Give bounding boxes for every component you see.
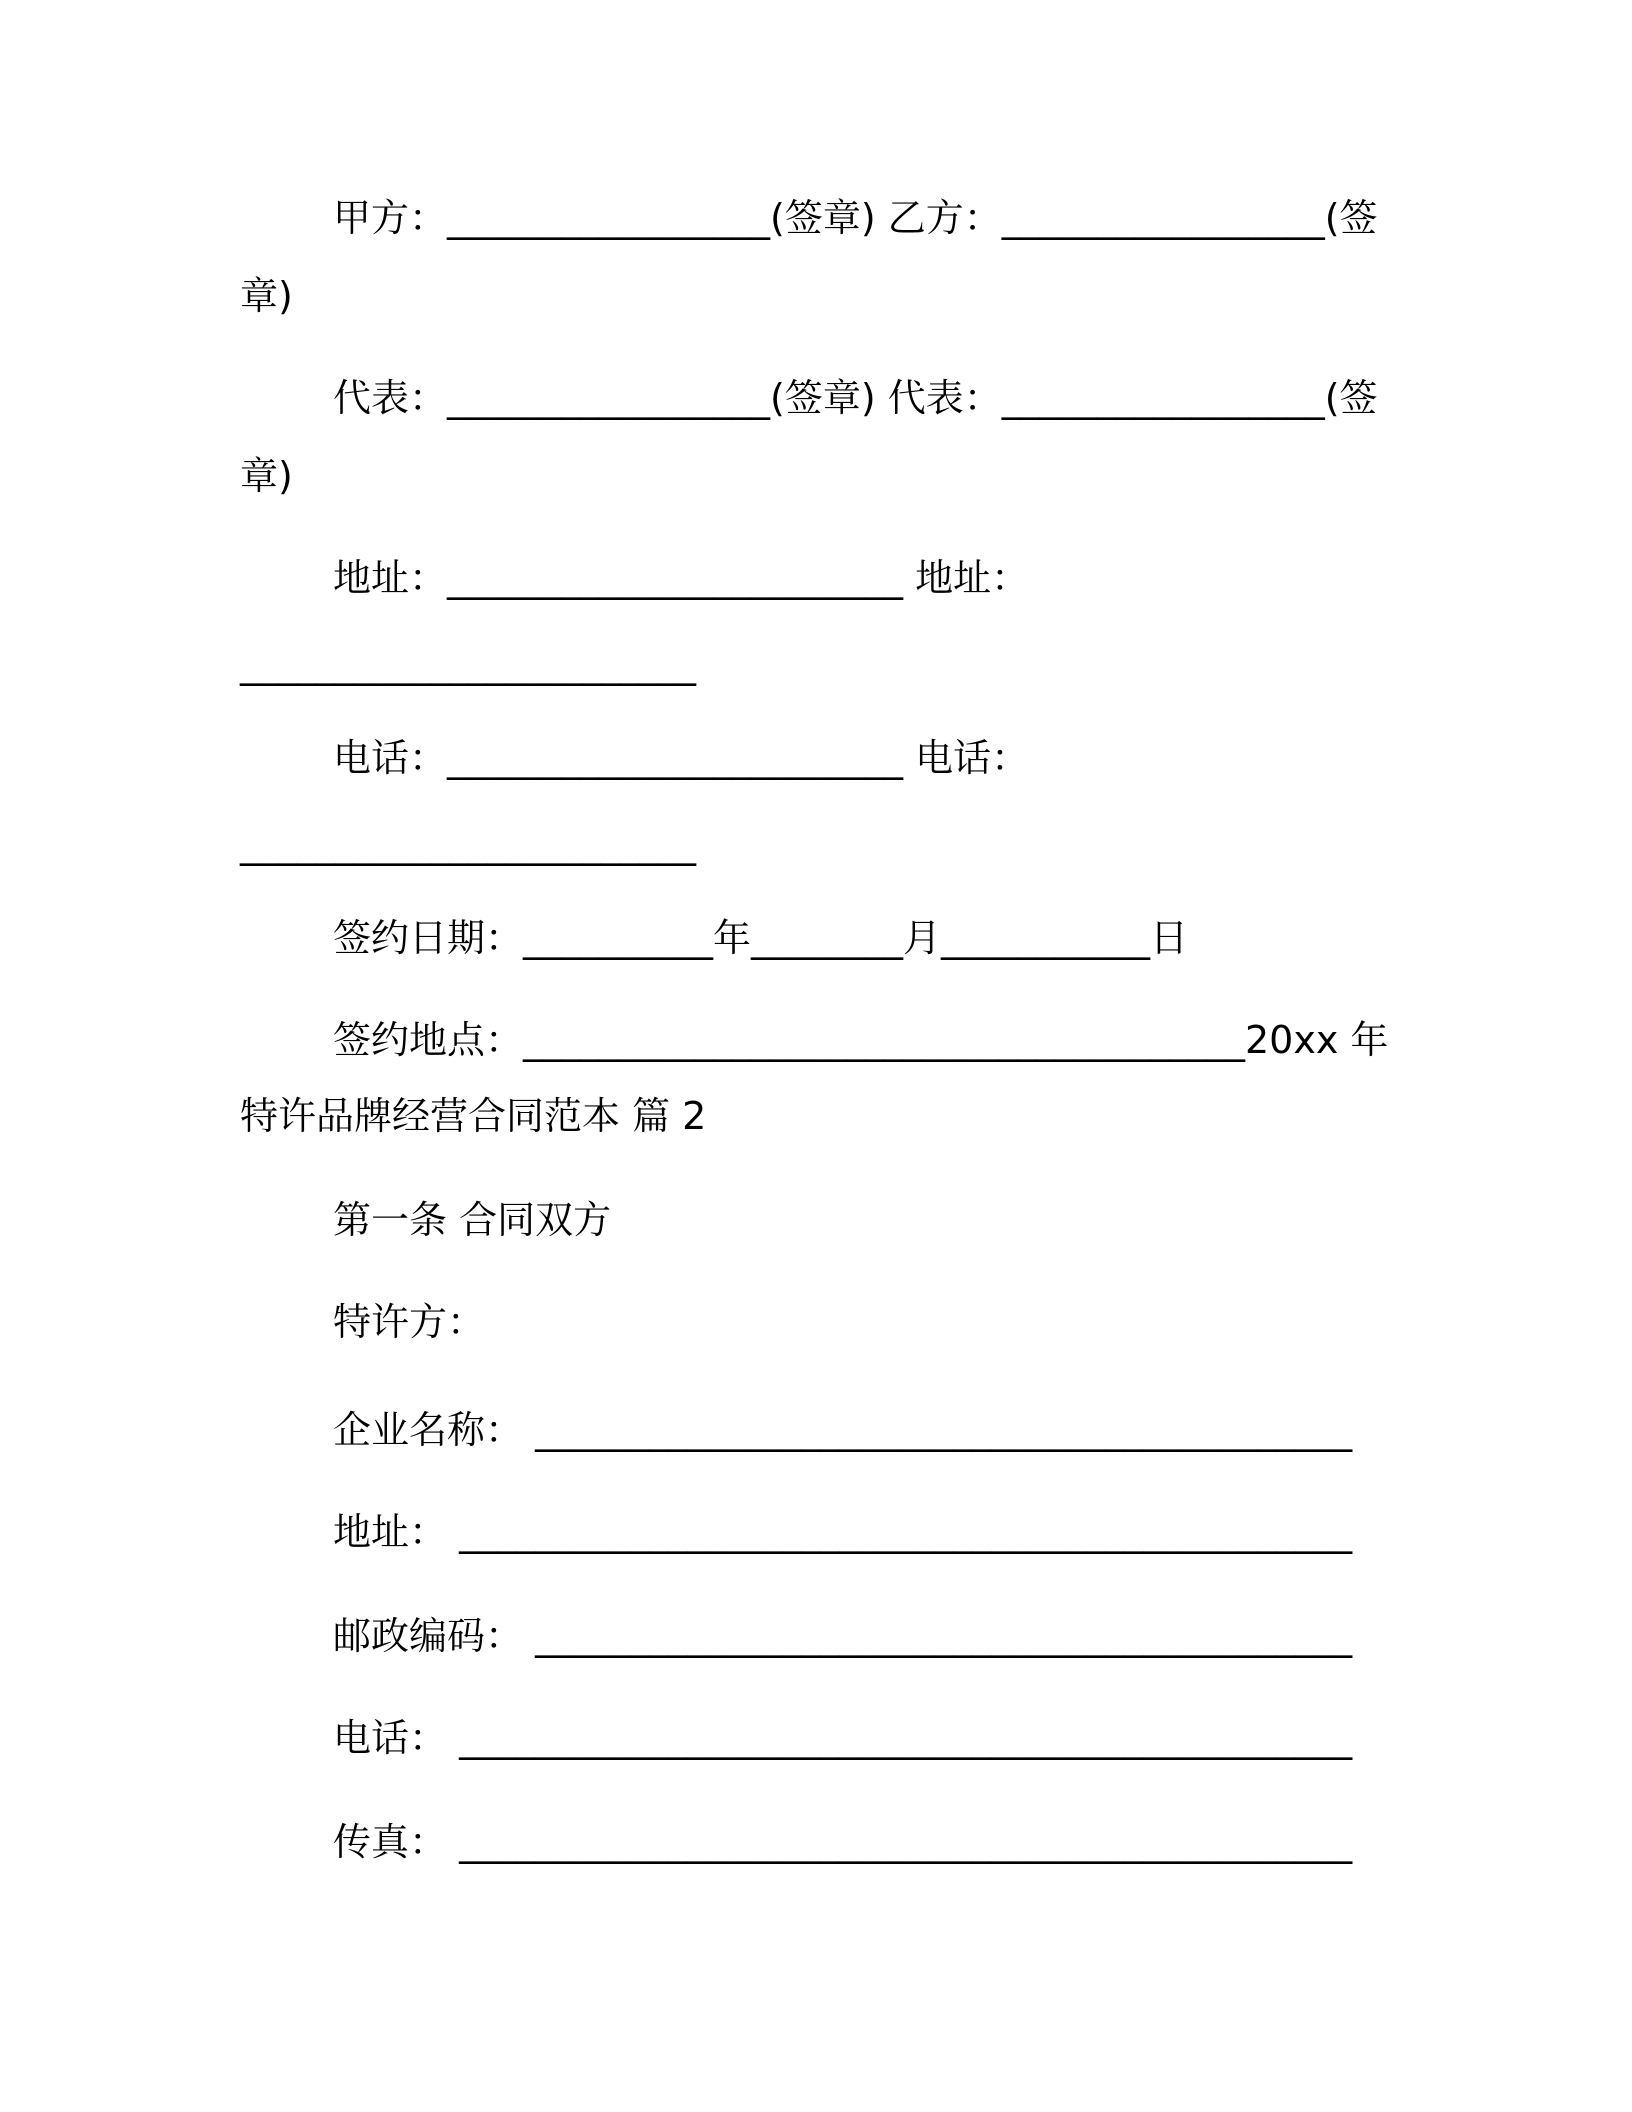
address-line: 地址：________________________ 地址：: [333, 556, 1030, 600]
franchisor-phone-line: 电话： _______________________________________________: [333, 1716, 1353, 1760]
fax-line: 传真： _______________________________________________: [333, 1820, 1353, 1864]
section-title: 特许品牌经营合同范本 篇 2: [240, 1094, 707, 1138]
sign-place-line: 签约地点：______________________________________20xx 年: [333, 1018, 1389, 1062]
sign-date-line: 签约日期：__________年________月___________日: [333, 916, 1189, 960]
phone-line: 电话：________________________ 电话：: [333, 736, 1030, 780]
party-a-signature-wrap: 章): [240, 274, 293, 318]
representative-signature-wrap: 章): [240, 454, 293, 498]
address-wrap: ________________________: [240, 642, 696, 686]
franchisor-label: 特许方：: [333, 1300, 486, 1344]
party-a-signature-line: 甲方：_________________(签章) 乙方：_________________(签: [333, 196, 1378, 240]
company-name-line: 企业名称： ___________________________________________: [333, 1408, 1353, 1452]
representative-signature-line: 代表：_________________(签章) 代表：_________________(签: [333, 376, 1378, 420]
phone-wrap: ________________________: [240, 822, 696, 866]
postcode-line: 邮政编码： ___________________________________________: [333, 1614, 1353, 1658]
article-one-heading: 第一条 合同双方: [333, 1198, 612, 1242]
franchisor-address-line: 地址： _______________________________________________: [333, 1510, 1353, 1554]
